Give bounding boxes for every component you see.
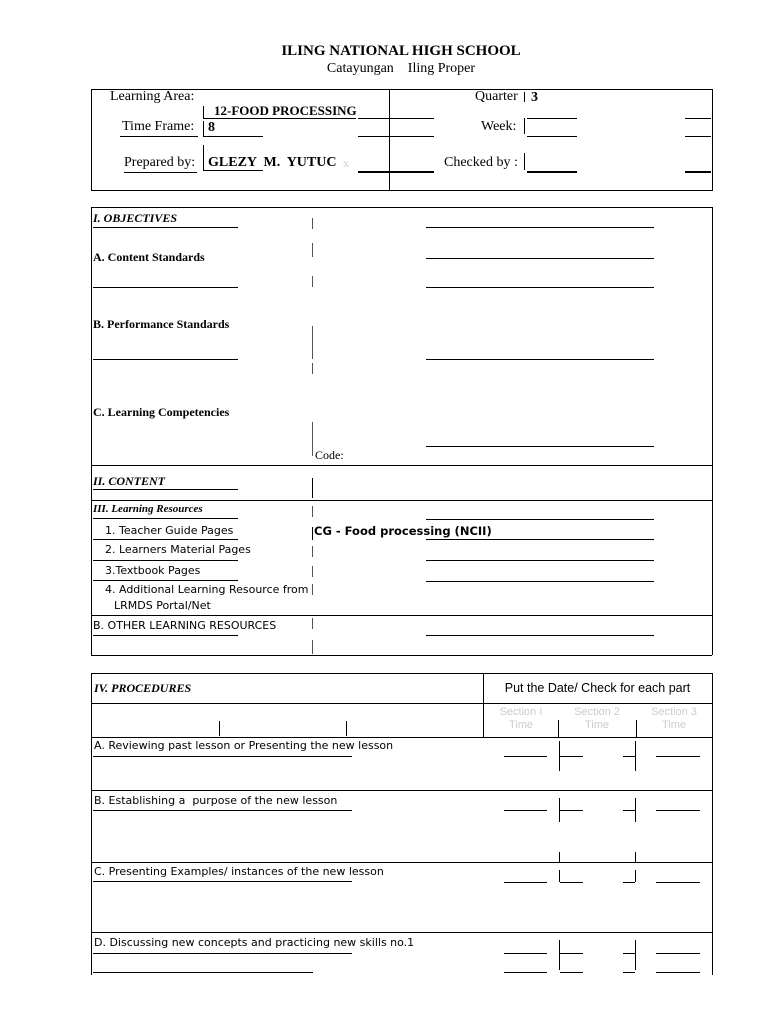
section-3-name: Section 3 [651,706,697,718]
time-frame-label: Time Frame: [122,119,195,134]
school-location: Catayungan Iling Proper [326,61,476,76]
quarter-label: Quarter [475,89,518,104]
quarter-value: 3 [531,90,538,105]
prepared-by-value: GLEZY M. YUTUC [208,155,337,170]
learning-area-value: 12-FOOD PROCESSING [214,103,357,118]
week-label: Week: [481,119,517,134]
procedure-item-a: A. Reviewing past lesson or Presenting the new lesson [94,739,394,752]
procedure-item-d: D. Discussing new concepts and practicing new skills no.1 [94,936,415,949]
performance-standards-label: B. Performance Standards [93,317,230,331]
content-title: II. CONTENT [93,474,166,488]
section-3-header [638,706,710,732]
resource-learners-material: 2. Learners Material Pages [105,543,251,556]
procedures-title: IV. PROCEDURES [94,681,192,695]
procedure-item-b: B. Establishing a purpose of the new lesson [94,794,338,807]
checked-by-label: Checked by : [444,155,518,170]
objectives-title: I. OBJECTIVES [93,211,178,225]
section-1-name: Section I [499,706,543,718]
learning-area-label: Learning Area: [110,89,195,104]
resource-additional-line2: LRMDS Portal/Net [114,599,211,612]
school-name: ILING NATIONAL HIGH SCHOOL [281,43,521,59]
learning-competencies-label: C. Learning Competencies [93,405,230,419]
procedures-instruction: Put the Date/ Check for each part [504,681,691,695]
resource-additional: 4. Additional Learning Resource from [105,583,309,596]
code-label: Code: [315,448,344,462]
resource-textbook: 3.Textbook Pages [105,564,201,577]
other-resources-label: B. OTHER LEARNING RESOURCES [93,619,277,632]
resource-teacher-guide: 1. Teacher Guide Pages [105,524,234,537]
content-standards-label: A. Content Standards [93,250,205,264]
prepared-by-label: Prepared by: [124,155,196,170]
section-3-time: Time [661,719,687,731]
prepared-by-mark: x [343,156,349,170]
time-frame-value: 8 [208,120,215,135]
section-2-header [561,706,633,732]
section-2-name: Section 2 [574,706,620,718]
section-2-time: Time [584,719,610,731]
info-divider [389,89,390,190]
procedure-item-c: C. Presenting Examples/ instances of the new lesson [94,865,384,878]
section-1-time: Time [508,719,534,731]
section-1-header [486,706,556,732]
teacher-guide-value: CG - Food processing (NCII) [314,524,492,538]
resources-title: III. Learning Resources [93,503,203,515]
